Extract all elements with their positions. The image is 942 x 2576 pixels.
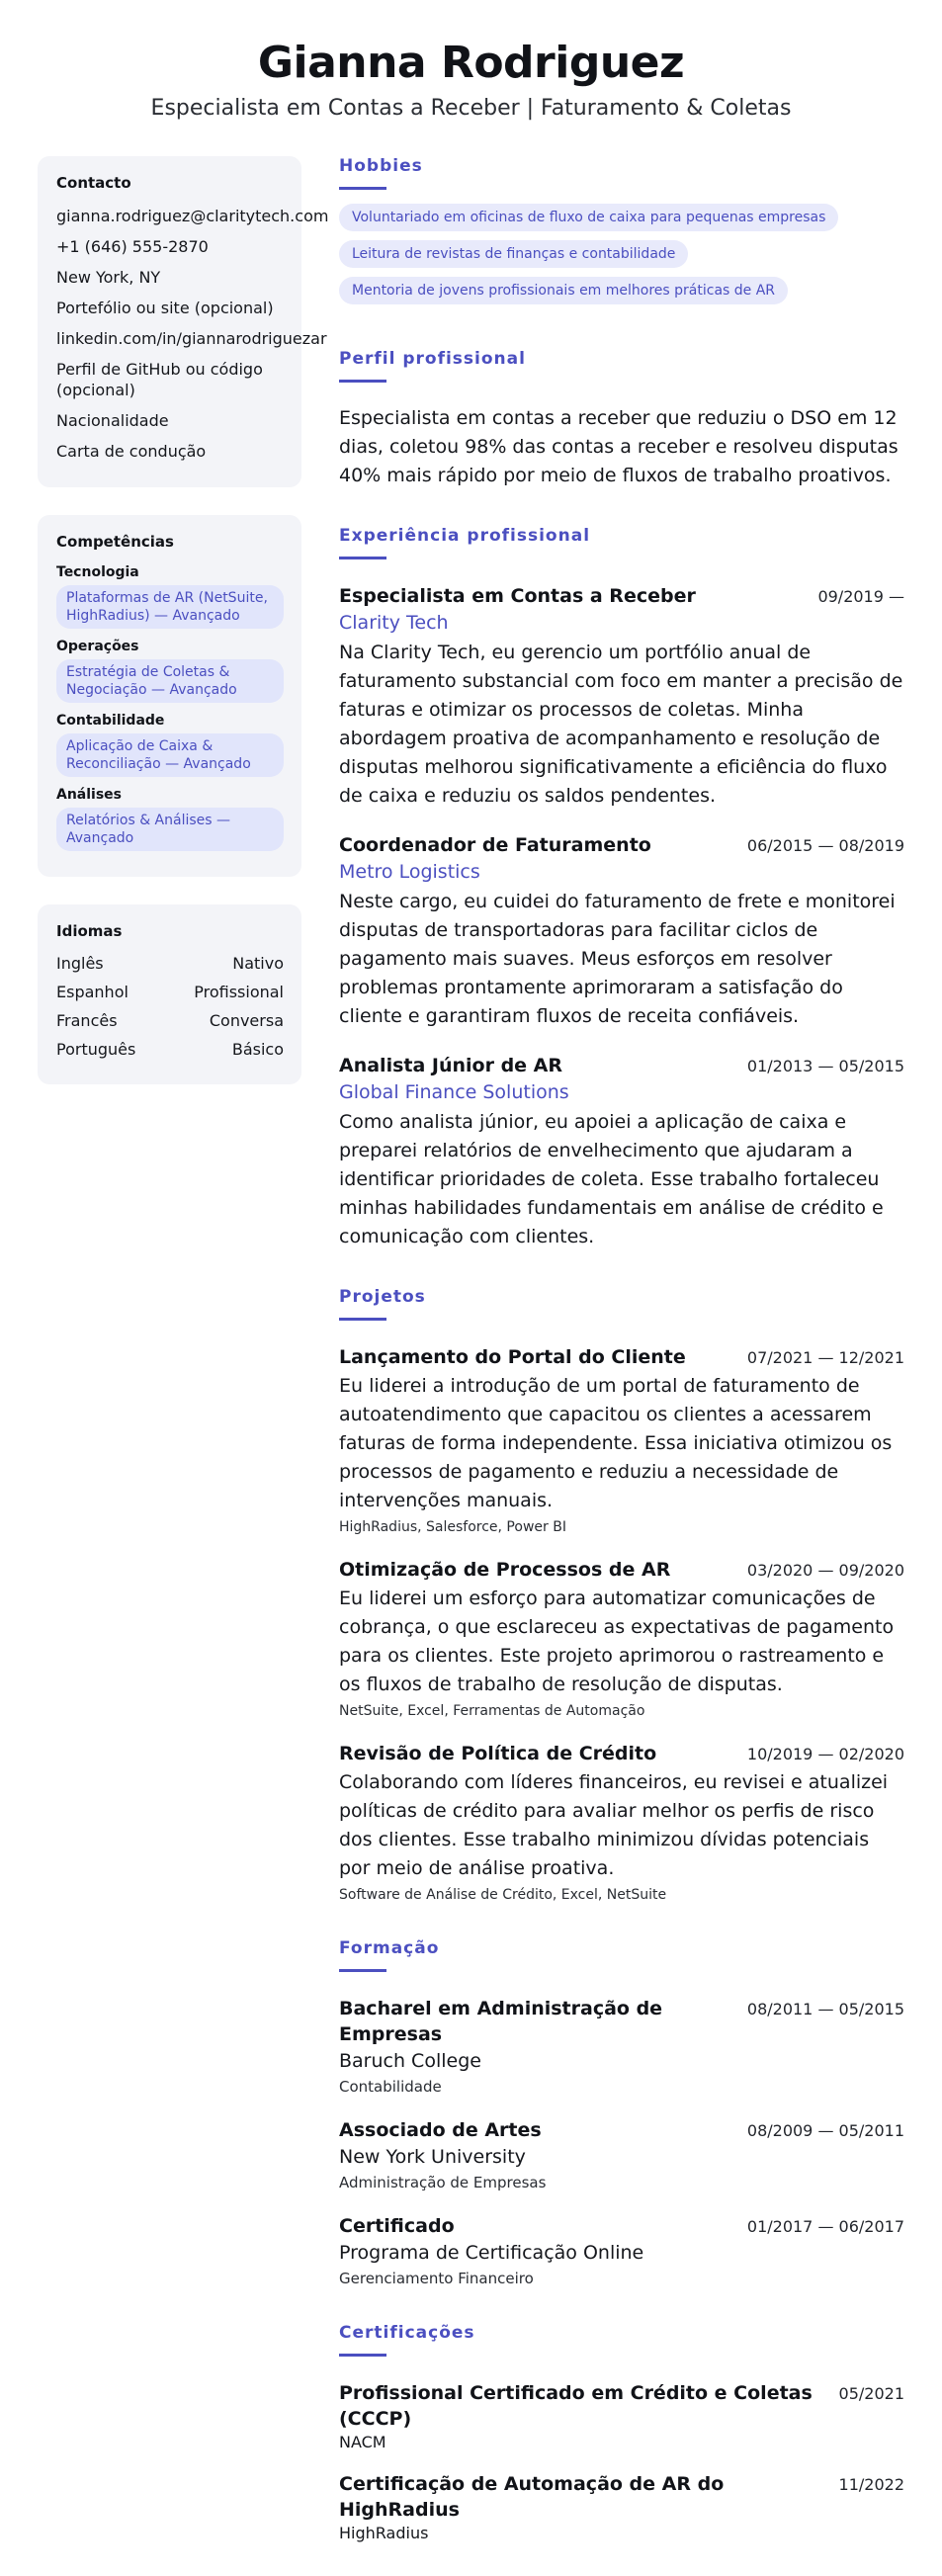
contact-linkedin[interactable]: linkedin.com/in/giannarodriguezar bbox=[56, 329, 327, 348]
education-title: Formação bbox=[339, 1938, 440, 1958]
skill-group bbox=[56, 713, 284, 777]
language-name: Inglês bbox=[56, 954, 104, 973]
resume-header bbox=[0, 0, 942, 156]
job-date: 01/2013 — 05/2015 bbox=[746, 1057, 904, 1075]
contact-nationality: Nacionalidade bbox=[56, 411, 169, 430]
job-description: Neste cargo, eu cuidei do faturamento de frete e monitorei disputas de transportadoras para facilitar ciclos de pagamento mais suaves. Meus esforços em resolver problemas prontamente aprimoraram a satisfação do cliente e garantiram fluxos de receita confiáveis. bbox=[339, 891, 896, 1027]
profile-summary: Especialista em contas a receber que reduziu o DSO em 12 dias, coletou 98% das contas a receber e resolveu disputas 40% mais rápido por meio de fluxos de trabalho proativos. bbox=[339, 407, 899, 486]
education-entry bbox=[339, 2117, 904, 2191]
main-column bbox=[339, 156, 904, 2576]
certification-date: 05/2021 bbox=[838, 2384, 904, 2403]
project-name: Revisão de Política de Crédito bbox=[339, 1743, 657, 1764]
hobby-pill: Voluntariado em oficinas de fluxo de caixa para pequenas empresas bbox=[339, 204, 838, 231]
language-name: Francês bbox=[56, 1011, 118, 1030]
experience-entry bbox=[339, 832, 904, 1031]
project-entry bbox=[339, 1557, 904, 1719]
education-school: Programa de Certificação Online bbox=[339, 2242, 644, 2264]
certifications-title: Certificações bbox=[339, 2323, 475, 2343]
contact-location: New York, NY bbox=[56, 268, 161, 287]
project-tools: HighRadius, Salesforce, Power BI bbox=[339, 1519, 566, 1535]
contact-title: Contacto bbox=[56, 174, 131, 192]
skill-group-title: Tecnologia bbox=[56, 564, 139, 580]
contact-email[interactable]: gianna.rodriguez@claritytech.com bbox=[56, 207, 329, 225]
skill-group bbox=[56, 787, 284, 851]
project-tools: NetSuite, Excel, Ferramentas de Automação bbox=[339, 1703, 645, 1719]
section-divider bbox=[339, 380, 386, 383]
hobby-list bbox=[339, 204, 904, 313]
skill-group bbox=[56, 564, 284, 629]
profile-title: Perfil profissional bbox=[339, 349, 526, 369]
language-row bbox=[56, 954, 284, 974]
education-entry bbox=[339, 1996, 904, 2096]
education-entry bbox=[339, 2213, 904, 2287]
hobby-pill: Leitura de revistas de finanças e contabilidade bbox=[339, 240, 688, 268]
experience-section bbox=[339, 526, 904, 1251]
language-name: Português bbox=[56, 1040, 136, 1059]
profile-section bbox=[339, 349, 904, 490]
certification-entry bbox=[339, 2380, 904, 2451]
skill-group-title: Análises bbox=[56, 787, 123, 803]
experience-entry bbox=[339, 583, 904, 811]
certification-issuer: HighRadius bbox=[339, 2524, 429, 2542]
contact-portfolio[interactable]: Portefólio ou site (opcional) bbox=[56, 299, 274, 317]
project-tools: Software de Análise de Crédito, Excel, NetSuite bbox=[339, 1887, 667, 1903]
project-date: 03/2020 — 09/2020 bbox=[746, 1561, 904, 1580]
skill-group-title: Contabilidade bbox=[56, 713, 165, 729]
project-description: Eu liderei a introdução de um portal de faturamento de autoatendimento que capacitou os clientes a acessarem faturas de forma independente. Essa iniciativa otimizou os processos de pagamento e reduziu a necessidade de intervenções manuais. bbox=[339, 1375, 893, 1511]
education-field: Contabilidade bbox=[339, 2078, 442, 2096]
job-description: Como analista júnior, eu apoiei a aplicação de caixa e preparei relatórios de envelhecimento que ajudaram a identificar prioridades de coleta. Esse trabalho fortaleceu minhas habilidades fundamentais em análise de crédito e comunicação com clientes. bbox=[339, 1111, 884, 1247]
section-divider bbox=[339, 1969, 386, 1972]
language-row bbox=[56, 983, 284, 1002]
language-level: Conversa bbox=[209, 1011, 284, 1030]
skill-pill: Aplicação de Caixa & Reconciliação — Avançado bbox=[56, 733, 284, 777]
projects-title: Projetos bbox=[339, 1287, 426, 1307]
education-school: New York University bbox=[339, 2146, 526, 2168]
projects-section bbox=[339, 1287, 904, 1903]
education-field: Administração de Empresas bbox=[339, 2174, 547, 2191]
certification-issuer: NACM bbox=[339, 2433, 386, 2451]
language-level: Básico bbox=[231, 1040, 284, 1059]
project-entry bbox=[339, 1741, 904, 1903]
skill-pill: Plataformas de AR (NetSuite, HighRadius) — Avançado bbox=[56, 585, 284, 629]
project-name: Lançamento do Portal do Cliente bbox=[339, 1346, 686, 1368]
education-date: 01/2017 — 06/2017 bbox=[746, 2217, 904, 2236]
hobbies-title: Hobbies bbox=[339, 156, 423, 176]
certification-name: Certificação de Automação de AR do HighRadius bbox=[339, 2473, 725, 2521]
skill-group-title: Operações bbox=[56, 639, 139, 654]
section-divider bbox=[339, 1318, 386, 1321]
education-date: 08/2009 — 05/2011 bbox=[746, 2121, 904, 2140]
skills-title: Competências bbox=[56, 533, 174, 551]
project-description: Eu liderei um esforço para automatizar comunicações de cobrança, o que esclareceu as expectativas de pagamento para os clientes. Este projeto aprimorou o rastreamento e os fluxos de trabalho de resolução de disputas. bbox=[339, 1588, 895, 1695]
languages-card bbox=[38, 904, 301, 1084]
education-date: 08/2011 — 05/2015 bbox=[746, 2000, 904, 2018]
language-level: Nativo bbox=[232, 954, 284, 973]
contact-license: Carta de condução bbox=[56, 442, 207, 461]
education-section bbox=[339, 1938, 904, 2287]
language-name: Espanhol bbox=[56, 983, 128, 1001]
certification-entry bbox=[339, 2471, 904, 2542]
section-divider bbox=[339, 2354, 386, 2357]
languages-title: Idiomas bbox=[56, 922, 123, 940]
project-date: 10/2019 — 02/2020 bbox=[746, 1745, 904, 1763]
job-role: Analista Júnior de AR bbox=[339, 1055, 563, 1076]
section-divider bbox=[339, 187, 386, 190]
experience-entry bbox=[339, 1053, 904, 1251]
language-level: Profissional bbox=[194, 983, 284, 1001]
candidate-name: Gianna Rodriguez bbox=[257, 38, 685, 88]
sidebar bbox=[38, 156, 329, 1112]
job-company: Metro Logistics bbox=[339, 861, 480, 883]
candidate-headline: Especialista em Contas a Receber | Faturamento & Coletas bbox=[150, 96, 792, 121]
project-date: 07/2021 — 12/2021 bbox=[746, 1348, 904, 1367]
certification-name: Profissional Certificado em Crédito e Coletas (CCCP) bbox=[339, 2382, 813, 2430]
certification-date: 11/2022 bbox=[838, 2475, 904, 2494]
skill-pill: Estratégia de Coletas & Negociação — Avançado bbox=[56, 659, 284, 703]
section-divider bbox=[339, 557, 386, 559]
project-entry bbox=[339, 1344, 904, 1535]
skills-card bbox=[38, 515, 301, 877]
project-name: Otimização de Processos de AR bbox=[339, 1559, 671, 1581]
education-field: Gerenciamento Financeiro bbox=[339, 2270, 534, 2287]
job-role: Especialista em Contas a Receber bbox=[339, 585, 696, 607]
education-degree: Bacharel em Administração de Empresas bbox=[339, 1998, 663, 2045]
skill-pill: Relatórios & Análises — Avançado bbox=[56, 808, 284, 851]
job-description: Na Clarity Tech, eu gerencio um portfólio anual de faturamento substancial com foco em manter a precisão de faturas e otimizar os processos de coletas. Minha abordagem proativa de acompanhamento e resolução de disputas melhorou significativamente a eficiência do fluxo de caixa e reduziu os saldos pendentes. bbox=[339, 642, 903, 807]
contact-phone[interactable]: +1 (646) 555-2870 bbox=[56, 237, 209, 256]
education-school: Baruch College bbox=[339, 2050, 481, 2072]
certifications-section bbox=[339, 2323, 904, 2542]
education-degree: Certificado bbox=[339, 2215, 455, 2237]
project-description: Colaborando com líderes financeiros, eu revisei e atualizei políticas de crédito para avaliar melhor os perfis de risco dos clientes. Esse trabalho minimizou dívidas potenciais por meio de análise proativa. bbox=[339, 1771, 889, 1879]
hobby-pill: Mentoria de jovens profissionais em melhores práticas de AR bbox=[339, 277, 788, 304]
job-company: Global Finance Solutions bbox=[339, 1081, 569, 1103]
skill-group bbox=[56, 639, 284, 703]
contact-github[interactable]: Perfil de GitHub ou código (opcional) bbox=[56, 360, 263, 399]
education-degree: Associado de Artes bbox=[339, 2119, 542, 2141]
job-date: 09/2019 — bbox=[817, 587, 904, 606]
experience-title: Experiência profissional bbox=[339, 526, 591, 546]
contact-card bbox=[38, 156, 329, 487]
language-row bbox=[56, 1011, 284, 1031]
language-row bbox=[56, 1040, 284, 1060]
job-date: 06/2015 — 08/2019 bbox=[746, 836, 904, 855]
job-role: Coordenador de Faturamento bbox=[339, 834, 651, 856]
hobbies-section bbox=[339, 156, 904, 313]
job-company: Clarity Tech bbox=[339, 612, 449, 634]
